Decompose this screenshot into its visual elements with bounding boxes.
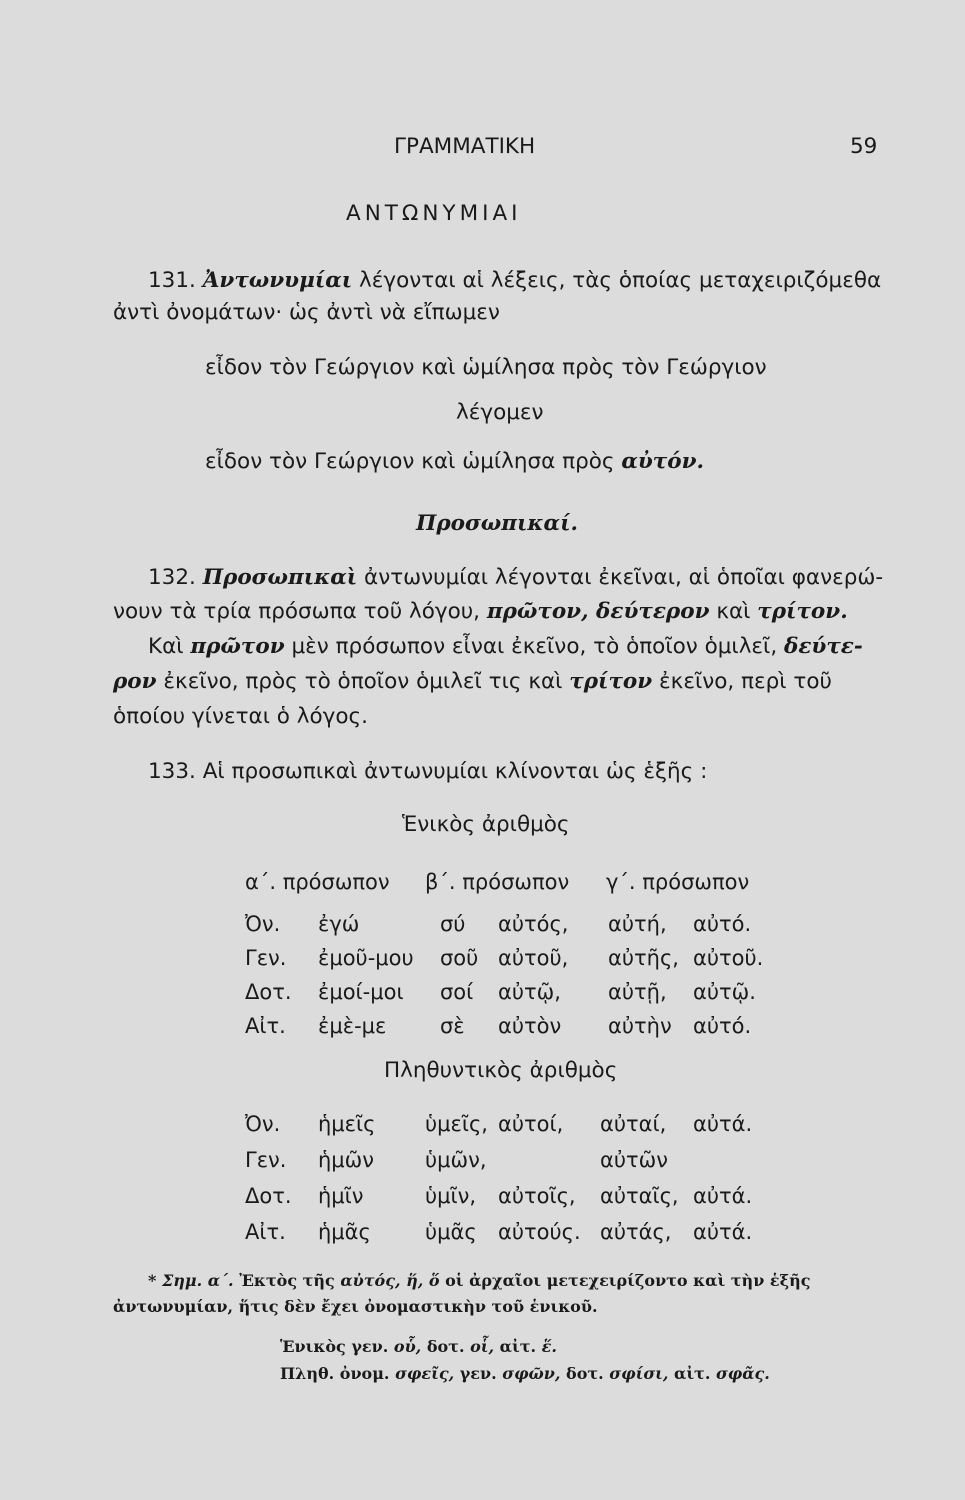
text: μὲν πρόσωπον εἶναι ἐκεῖνο, τὸ ὁποῖον ὁμιλεῖ,: [291, 634, 778, 659]
declension-cell: αὐτοῦ.: [693, 946, 764, 970]
declension-cell: αὐτά.: [693, 1112, 753, 1136]
emphasis: ρον: [113, 669, 157, 694]
plural-title: Πληθυντικὸς ἀριθμὸς: [384, 1058, 618, 1083]
emphasis: τρίτον: [569, 669, 653, 694]
case-label: Ὀν.: [245, 912, 281, 936]
declension-cell: ὑμῶν,: [425, 1148, 487, 1172]
term-prosopikai: Προσωπικαὶ: [202, 565, 358, 590]
declension-cell: ἐγώ: [318, 912, 360, 936]
footnote-line-2: ἀντωνυμίαν, ἥτις δὲν ἔχει ὀνομαστικὴν τοῦ ἑνικοῦ.: [113, 1297, 598, 1316]
declension-cell: ἡμᾶς: [318, 1220, 371, 1244]
page-number: 59: [850, 134, 878, 159]
declension-cell: αὐτά.: [693, 1184, 753, 1208]
text: Ἐκτὸς τῆς: [239, 1271, 335, 1290]
text: Πληθ. ὀνομ.: [280, 1364, 390, 1383]
example-line-3: [205, 449, 704, 474]
case-label: Δοτ.: [245, 1184, 292, 1208]
header-third-person: γ΄. πρόσωπον: [606, 870, 750, 894]
header-first-person: α΄. πρόσωπον: [245, 870, 390, 894]
declension-cell: ὑμᾶς: [425, 1220, 477, 1244]
declension-cell: ἡμῶν: [318, 1148, 374, 1172]
declension-cell: ἐμὲ-με: [318, 1014, 387, 1038]
declension-cell: σοί: [440, 980, 474, 1004]
case-label: Ὀν.: [245, 1112, 281, 1136]
footnote-label: * Σημ. α΄.: [148, 1271, 234, 1290]
declension-cell: σοῦ: [440, 946, 479, 970]
case-label: Δοτ.: [245, 980, 292, 1004]
text: Αἱ προσωπικαὶ ἀντωνυμίαι κλίνονται ὡς ἑξῆς :: [202, 759, 708, 784]
declension-cell: ἡμῖν: [318, 1184, 364, 1208]
emphasis: σφῶν,: [502, 1364, 561, 1383]
case-label: Αἰτ.: [245, 1220, 286, 1244]
paragraph-132-line-2: [113, 599, 848, 624]
example-line-1: εἶδον τὸν Γεώργιον καὶ ὡμίλησα πρὸς τὸν Γεώργιον: [205, 355, 767, 380]
emphasis: σφᾶς.: [715, 1364, 770, 1383]
paragraph-number: 133.: [148, 759, 196, 784]
text: ἐκεῖνο, περὶ τοῦ: [659, 669, 832, 694]
declension-cell: ἐμοί-μοι: [318, 980, 404, 1004]
paragraph-132-line-4: [113, 669, 832, 694]
declension-cell: αὐτοῖς,: [498, 1184, 576, 1208]
declension-cell: αὐτό.: [693, 1014, 752, 1038]
emphasis: αὐτός, ἥ, ὅ: [340, 1271, 440, 1290]
case-label: Γεν.: [245, 1148, 287, 1172]
emphasis: πρῶτον: [190, 634, 285, 659]
footnote-line-1: [148, 1271, 810, 1290]
text: Ἑνικὸς γεν.: [280, 1337, 389, 1356]
emphasis: τρίτον.: [757, 599, 848, 624]
declension-cell: αὐτή,: [608, 912, 667, 936]
emphasis: οὗ,: [393, 1337, 422, 1356]
text: ἐκεῖνο, πρὸς τὸ ὁποῖον ὁμιλεῖ τις καὶ: [163, 669, 563, 694]
text: δοτ.: [426, 1337, 465, 1356]
example-line-2: λέγομεν: [456, 400, 544, 425]
text: εἶδον τὸν Γεώργιον καὶ ὡμίλησα πρὸς: [205, 449, 615, 474]
declension-cell: αὐταί,: [600, 1112, 667, 1136]
declension-cell: ὑμῖν,: [425, 1184, 477, 1208]
paragraph-number: 132.: [148, 565, 196, 590]
case-label: Αἰτ.: [245, 1014, 286, 1038]
emphasis: δεύτε-: [784, 634, 863, 659]
emphasis-auton: αὐτόν.: [621, 449, 705, 474]
declension-cell: ἡμεῖς: [318, 1112, 376, 1136]
text: λέγονται αἱ λέξεις, τὰς ὁποίας μεταχειριζόμεθα: [359, 268, 882, 293]
emphasis: πρῶτον, δεύτερον: [486, 599, 710, 624]
declension-cell: ἐμοῦ-μου: [318, 946, 414, 970]
declension-cell: αὐτῷ,: [498, 980, 561, 1004]
paragraph-131-line-1: [148, 268, 881, 293]
term-antonymiai: Ἀντωνυμίαι: [202, 268, 353, 293]
declension-cell: αὐτῷ.: [693, 980, 756, 1004]
case-label: Γεν.: [245, 946, 287, 970]
singular-title: Ἑνικὸς ἀριθμὸς: [402, 812, 570, 837]
emphasis: οἷ,: [470, 1337, 495, 1356]
emphasis: σφίσι,: [609, 1364, 669, 1383]
emphasis: ἕ.: [541, 1337, 557, 1356]
paragraph-number: 131.: [148, 268, 196, 293]
declension-cell: αὐτὸν: [498, 1014, 562, 1038]
declension-cell: σὲ: [440, 1014, 465, 1038]
text: νουν τὰ τρία πρόσωπα τοῦ λόγου,: [113, 599, 481, 624]
declension-cell: αὐτοί,: [498, 1112, 564, 1136]
section-title: ΑΝΤΩΝΥΜΙΑΙ: [346, 201, 522, 226]
footnote-line-4: [280, 1364, 770, 1383]
declension-cell: αὐτά.: [693, 1220, 753, 1244]
declension-cell: αὐτούς.: [498, 1220, 581, 1244]
text: καὶ: [716, 599, 751, 624]
declension-cell: αὐτός,: [498, 912, 569, 936]
declension-cell: αὐτοῦ,: [498, 946, 569, 970]
paragraph-131-line-2: ἀντὶ ὀνομάτων· ὡς ἀντὶ νὰ εἴπωμεν: [113, 300, 500, 325]
declension-cell: αὐταῖς,: [600, 1184, 679, 1208]
emphasis: σφεῖς,: [395, 1364, 455, 1383]
text: γεν.: [459, 1364, 497, 1383]
text: ἀντωνυμίαι λέγονται ἐκεῖναι, αἱ ὁποῖαι φανερώ-: [364, 565, 884, 590]
declension-cell: αὐτῶν: [600, 1148, 668, 1172]
declension-cell: αὐτάς,: [600, 1220, 672, 1244]
running-title: ΓΡΑΜΜΑΤΙΚΗ: [394, 134, 536, 159]
declension-cell: αὐτὴν: [608, 1014, 672, 1038]
paragraph-133: [148, 759, 707, 784]
declension-cell: αὐτῇ,: [608, 980, 667, 1004]
declension-cell: σύ: [440, 912, 466, 936]
paragraph-132-line-1: [148, 565, 883, 590]
declension-cell: αὐτῆς,: [608, 946, 679, 970]
declension-cell: ὑμεῖς,: [425, 1112, 488, 1136]
declension-cell: αὐτό.: [693, 912, 752, 936]
paragraph-132-line-5: ὁποίου γίνεται ὁ λόγος.: [113, 704, 369, 729]
text: αἰτ.: [499, 1337, 537, 1356]
paragraph-132-line-3: [148, 634, 863, 659]
text: οἱ ἀρχαῖοι μετεχειρίζοντο καὶ τὴν ἑξῆς: [445, 1271, 811, 1290]
footnote-line-3: [280, 1337, 557, 1356]
text: δοτ.: [566, 1364, 604, 1383]
subheading-prosopikai: Προσωπικαί.: [416, 511, 578, 536]
header-second-person: β΄. πρόσωπον: [425, 870, 570, 894]
text: αἰτ.: [674, 1364, 711, 1383]
text: Καὶ: [148, 634, 184, 659]
